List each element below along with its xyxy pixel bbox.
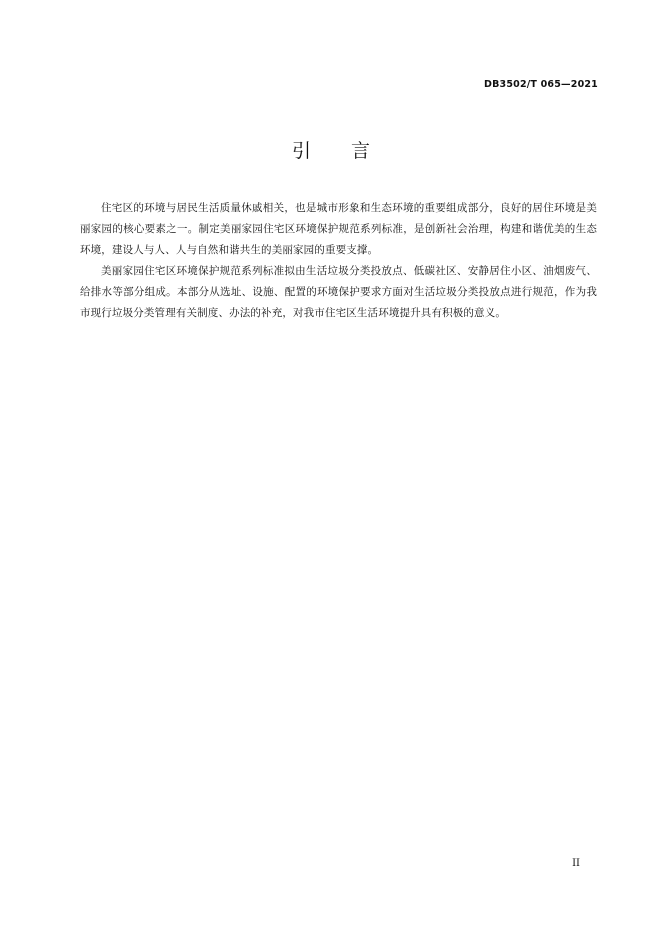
document-body [80,198,597,324]
document-code: DB3502/T 065—2021 [484,79,598,90]
page-title: 引 言 [291,140,388,162]
paragraph: 美丽家园住宅区环境保护规范系列标准拟由生活垃圾分类投放点、低碳社区、安静居住小区、油烟废气、给排水等部分组成。本部分从选址、设施、配置的环境保护要求方面对生活垃圾分类投放点进行规范，作为我市现行垃圾分类管理有关制度、办法的补充，对我市住宅区生活环境提升具有积极的意义。 [80,265,597,319]
page-number: II [572,858,580,869]
paragraph: 住宅区的环境与居民生活质量休戚相关，也是城市形象和生态环境的重要组成部分，良好的居住环境是美丽家园的核心要素之一。制定美丽家园住宅区环境保护规范系列标准，是创新社会治理，构建和谐优美的生态环境，建设人与人、人与自然和谐共生的美丽家园的重要支撑。 [80,202,597,256]
